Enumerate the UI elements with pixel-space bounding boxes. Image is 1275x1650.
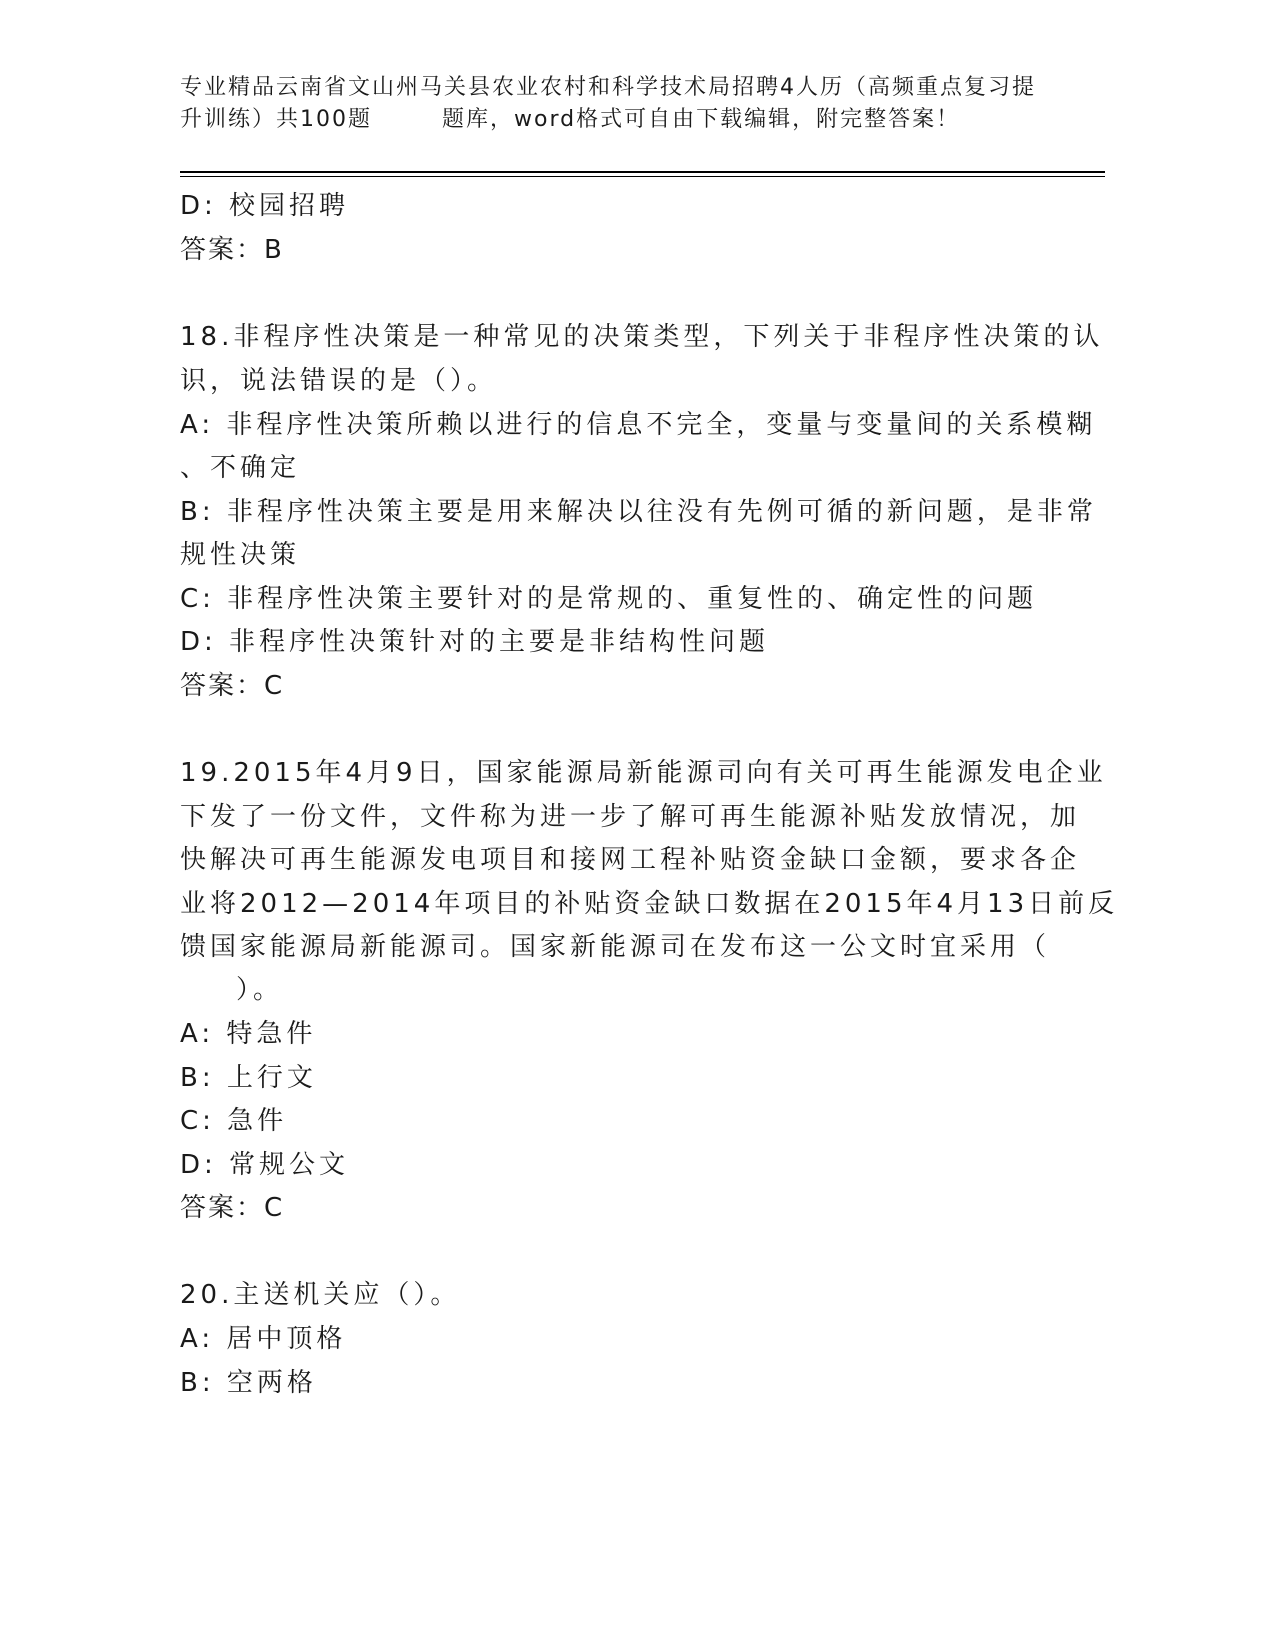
question-text: 下发了一份文件，文件称为进一步了解可再生能源补贴发放情况，加 [180, 802, 1081, 832]
question-text: 业将2012—2014年项目的补贴资金缺口数据在2015年4月13日前反 [180, 889, 1119, 919]
answer-line: 答案：C [180, 671, 285, 701]
question-text: 20.主送机关应（）。 [180, 1280, 461, 1310]
option-d: D: 校园招聘 [180, 191, 350, 221]
header-line-2-part-a: 升训练）共100题 [180, 107, 372, 132]
answer-line: 答案：B [180, 235, 284, 265]
option-a-continued: 、不确定 [180, 453, 301, 483]
header-rule-thin [180, 176, 1105, 177]
question-text: 19.2015年4月9日，国家能源局新能源司向有关可再生能源发电企业 [180, 758, 1107, 788]
header-line-2 [180, 104, 1060, 136]
option-b: B: 上行文 [180, 1063, 317, 1093]
option-d: D: 常规公文 [180, 1150, 350, 1180]
header-line-1: 专业精品云南省文山州马关县农业农村和科学技术局招聘4人历（高频重点复习提 [180, 75, 1036, 100]
option-b: B: 空两格 [180, 1368, 317, 1398]
header-line-2-part-b: 题库，word格式可自由下载编辑，附完整答案！ [442, 107, 961, 132]
question-text: 馈国家能源局新能源司。国家新能源司在发布这一公文时宜采用（ [180, 932, 1051, 962]
page-header [180, 72, 1060, 136]
header-rule-thick [180, 171, 1105, 173]
question-text: ）。 [236, 975, 284, 1005]
option-b-continued: 规性决策 [180, 540, 301, 570]
question-text: 快解决可再生能源发电项目和接网工程补贴资金缺口金额，要求各企 [180, 845, 1081, 875]
option-c: C: 非程序性决策主要针对的是常规的、重复性的、确定性的问题 [180, 584, 1038, 614]
option-a: A: 特急件 [180, 1019, 317, 1049]
question-text: 18.非程序性决策是一种常见的决策类型，下列关于非程序性决策的认 [180, 322, 1104, 352]
option-d: D: 非程序性决策针对的主要是非结构性问题 [180, 627, 770, 657]
answer-line: 答案：C [180, 1193, 285, 1223]
option-c: C: 急件 [180, 1106, 288, 1136]
question-text: 识，说法错误的是（）。 [180, 366, 498, 396]
option-b: B: 非程序性决策主要是用来解决以往没有先例可循的新问题，是非常 [180, 497, 1097, 527]
option-a: A: 非程序性决策所赖以进行的信息不完全，变量与变量间的关系模糊 [180, 410, 1097, 440]
option-a: A: 居中顶格 [180, 1324, 347, 1354]
